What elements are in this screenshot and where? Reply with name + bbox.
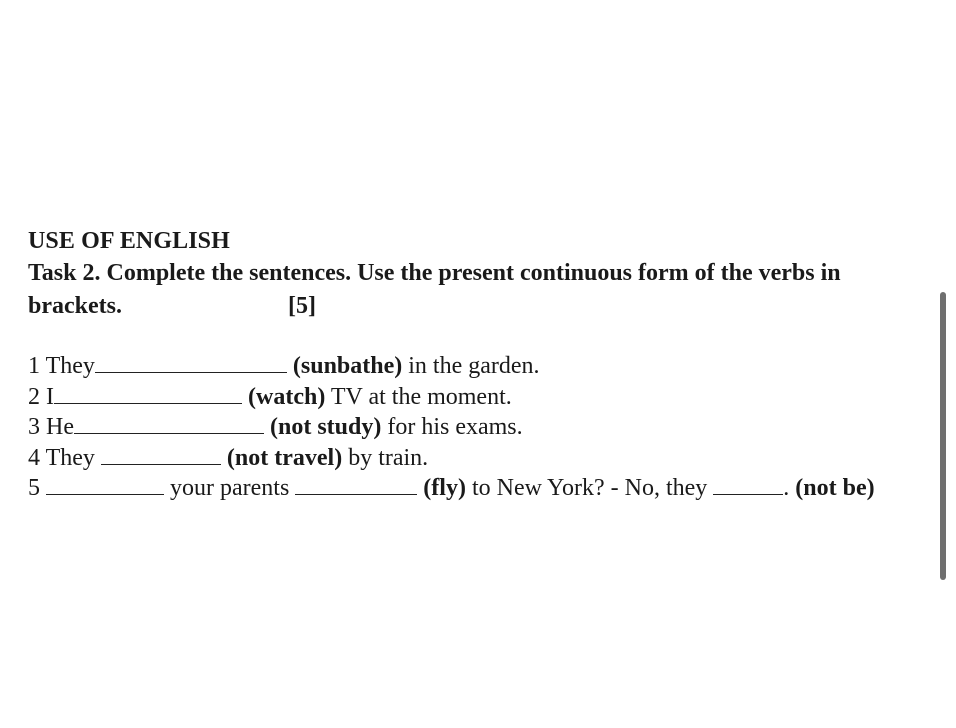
section-title: USE OF ENGLISH xyxy=(28,228,230,254)
verb-hint: (not be) xyxy=(795,475,875,501)
sentence-5 xyxy=(28,473,928,504)
answer-blank[interactable] xyxy=(101,444,221,465)
answer-blank[interactable] xyxy=(74,413,264,434)
worksheet xyxy=(28,226,928,504)
task-marks: [5] xyxy=(287,293,316,319)
sentence-4 xyxy=(28,443,928,474)
sentence-1 xyxy=(28,351,928,382)
sentence-part: to New York? - No, they xyxy=(471,475,708,501)
spacer xyxy=(28,323,928,351)
sentence-subject: They xyxy=(45,353,95,379)
sentence-subject: He xyxy=(46,414,74,440)
sentence-number: 2 xyxy=(28,383,40,410)
sentence-number: 4 xyxy=(28,444,40,471)
sentence-rest: by train. xyxy=(348,444,429,471)
sentence-number: 1 xyxy=(28,353,40,379)
verb-hint: (sunbathe) xyxy=(292,353,403,379)
sentence-2 xyxy=(28,382,928,413)
task-instruction xyxy=(28,257,928,323)
answer-blank[interactable] xyxy=(295,474,417,495)
sentence-number: 5 xyxy=(28,475,40,501)
verb-hint: (not study) xyxy=(269,414,382,440)
sentence-3 xyxy=(28,412,928,443)
verb-hint: (fly) xyxy=(423,475,466,501)
answer-blank[interactable] xyxy=(54,383,242,404)
verb-hint: (not travel) xyxy=(226,444,343,471)
sentence-subject: I xyxy=(46,383,54,410)
sentence-number: 3 xyxy=(28,414,40,440)
sentence-period: . xyxy=(783,475,790,501)
sentence-subject: They xyxy=(45,444,95,471)
scrollbar[interactable] xyxy=(940,292,946,580)
sentence-rest: for his exams. xyxy=(387,414,523,440)
sentence-rest: in the garden. xyxy=(408,353,540,379)
answer-blank[interactable] xyxy=(713,474,783,495)
answer-blank[interactable] xyxy=(95,352,287,373)
sentence-part: your parents xyxy=(170,475,290,501)
answer-blank[interactable] xyxy=(46,474,164,495)
task-instruction-text: Task 2. Complete the sentences. Use the present continuous form of the verbs in brackets. xyxy=(28,260,841,319)
sentence-rest: TV at the moment. xyxy=(330,383,512,410)
verb-hint: (watch) xyxy=(248,383,326,410)
